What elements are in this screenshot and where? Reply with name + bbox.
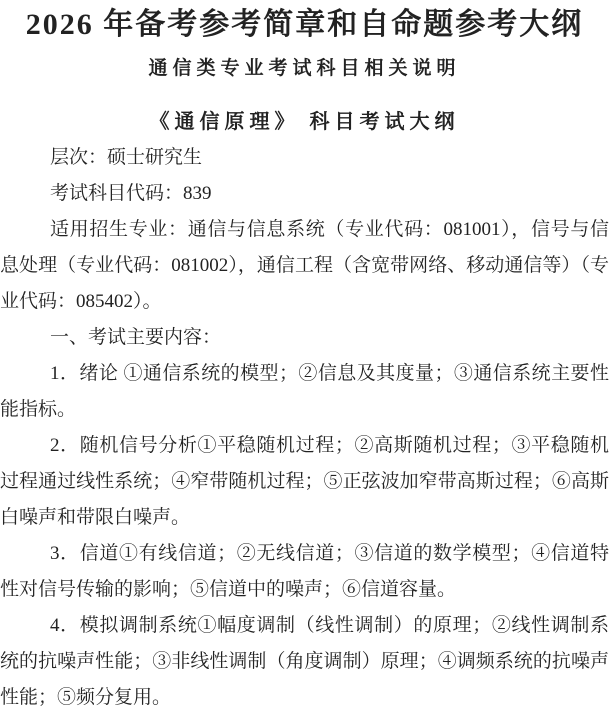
meta-subject-code-line: 考试科目代码：839 (50, 183, 212, 204)
outline-item-4-analog-modulation: 4．模拟调制系统①幅度调制（线性调制）的原理；②线性调制系统的抗噪声性能；③非线性调制（角度调制）原理；④调频系统的抗噪声性能；⑤频分复用。 (0, 615, 609, 708)
document-subtitle: 通信类专业考试科目相关说明 (148, 58, 461, 79)
document-body (0, 140, 609, 716)
document-title: 2026 年备考参考简章和自命题参考大纲 (25, 8, 584, 41)
meta-applicable-majors-paragraph: 适用招生专业：通信与信息系统（专业代码：081001），信号与信息处理（专业代码：081002），通信工程（含宽带网络、移动通信等）（专业代码：085402）。 (0, 219, 609, 312)
meta-level-line: 层次：硕士研究生 (50, 147, 203, 168)
outline-item-1-introduction: 1．绪论 ①通信系统的模型；②信息及其度量；③通信系统主要性能指标。 (0, 363, 609, 420)
subject-outline-heading: 《通信原理》 科目考试大纲 (149, 111, 460, 133)
outline-item-2-random-signal-analysis: 2．随机信号分析①平稳随机过程；②高斯随机过程；③平稳随机过程通过线性系统；④窄带随机过程；⑤正弦波加窄带高斯过程；⑥高斯白噪声和带限白噪声。 (0, 435, 609, 528)
main-contents-heading: 一、考试主要内容： (50, 327, 222, 348)
outline-item-3-channels: 3．信道①有线信道；②无线信道；③信道的数学模型；④信道特性对信号传输的影响；⑤信道中的噪声；⑥信道容量。 (0, 543, 609, 600)
